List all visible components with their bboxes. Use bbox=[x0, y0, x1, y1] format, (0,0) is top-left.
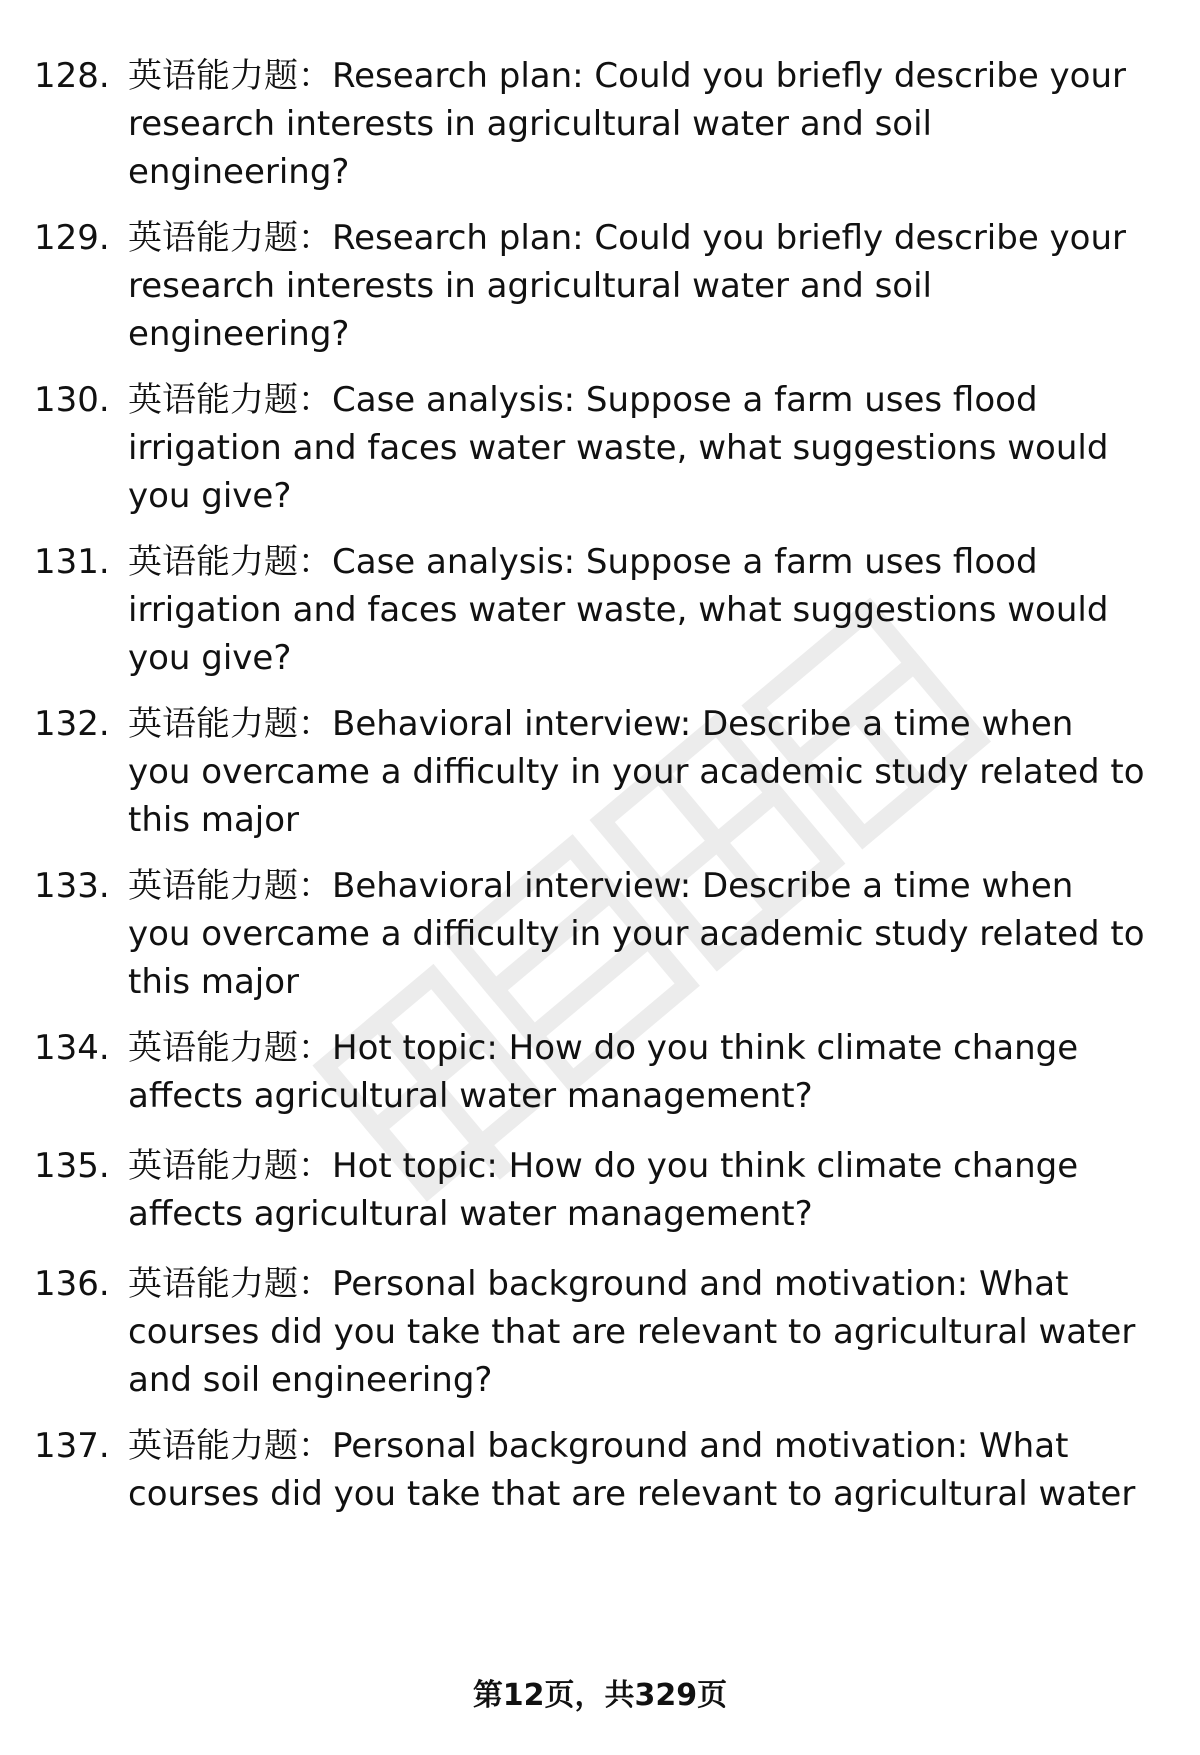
question-number: 129. bbox=[34, 218, 110, 258]
question-line: irrigation and faces water waste, what suggestions would bbox=[128, 590, 1109, 630]
question-text bbox=[128, 376, 1168, 520]
question-line: engineering? bbox=[128, 314, 350, 354]
question-line: courses did you take that are relevant to agricultural water bbox=[128, 1474, 1136, 1514]
question-text bbox=[128, 862, 1168, 1006]
question-line: research interests in agricultural water and soil bbox=[128, 266, 932, 306]
question-line: 英语能力题：Personal background and motivation: What bbox=[128, 1264, 1069, 1304]
question-line: research interests in agricultural water and soil bbox=[128, 104, 932, 144]
question-number: 132. bbox=[34, 704, 110, 744]
question-line: you give? bbox=[128, 638, 292, 678]
question-number: 130. bbox=[34, 380, 110, 420]
question-line: 英语能力题：Research plan: Could you briefly describe your bbox=[128, 218, 1127, 258]
question-text bbox=[128, 1260, 1168, 1404]
question-text bbox=[128, 1422, 1168, 1518]
question-number: 134. bbox=[34, 1028, 110, 1068]
question-line: irrigation and faces water waste, what suggestions would bbox=[128, 428, 1109, 468]
question-line: you overcame a difficulty in your academic study related to bbox=[128, 914, 1145, 954]
question-line: 英语能力题：Case analysis: Suppose a farm uses flood bbox=[128, 542, 1038, 582]
question-line: 英语能力题：Case analysis: Suppose a farm uses flood bbox=[128, 380, 1038, 420]
question-text bbox=[128, 538, 1168, 682]
question-text bbox=[128, 700, 1168, 844]
question-number: 135. bbox=[34, 1146, 110, 1186]
question-line: courses did you take that are relevant to agricultural water bbox=[128, 1312, 1136, 1352]
question-line: you give? bbox=[128, 476, 292, 516]
question-number: 133. bbox=[34, 866, 110, 906]
question-line: and soil engineering? bbox=[128, 1360, 493, 1400]
question-line: 英语能力题：Research plan: Could you briefly describe your bbox=[128, 56, 1127, 96]
question-line: 英语能力题：Behavioral interview: Describe a time when bbox=[128, 704, 1074, 744]
question-number: 128. bbox=[34, 56, 110, 96]
page-indicator: 第12页，共329页 bbox=[472, 1678, 728, 1713]
question-text bbox=[128, 1142, 1168, 1238]
question-text bbox=[128, 214, 1168, 358]
question-text bbox=[128, 52, 1168, 196]
question-line: 英语能力题：Hot topic: How do you think climate change bbox=[128, 1146, 1079, 1186]
question-number: 137. bbox=[34, 1426, 110, 1466]
question-line: affects agricultural water management? bbox=[128, 1194, 813, 1234]
question-line: this major bbox=[128, 800, 300, 840]
question-line: affects agricultural water management? bbox=[128, 1076, 813, 1116]
question-line: 英语能力题：Hot topic: How do you think climate change bbox=[128, 1028, 1079, 1068]
question-number: 136. bbox=[34, 1264, 110, 1304]
question-line: you overcame a difficulty in your academic study related to bbox=[128, 752, 1145, 792]
question-number: 131. bbox=[34, 542, 110, 582]
question-line: this major bbox=[128, 962, 300, 1002]
question-line: 英语能力题：Behavioral interview: Describe a time when bbox=[128, 866, 1074, 906]
question-line: 英语能力题：Personal background and motivation: What bbox=[128, 1426, 1069, 1466]
question-line: engineering? bbox=[128, 152, 350, 192]
question-text bbox=[128, 1024, 1168, 1120]
